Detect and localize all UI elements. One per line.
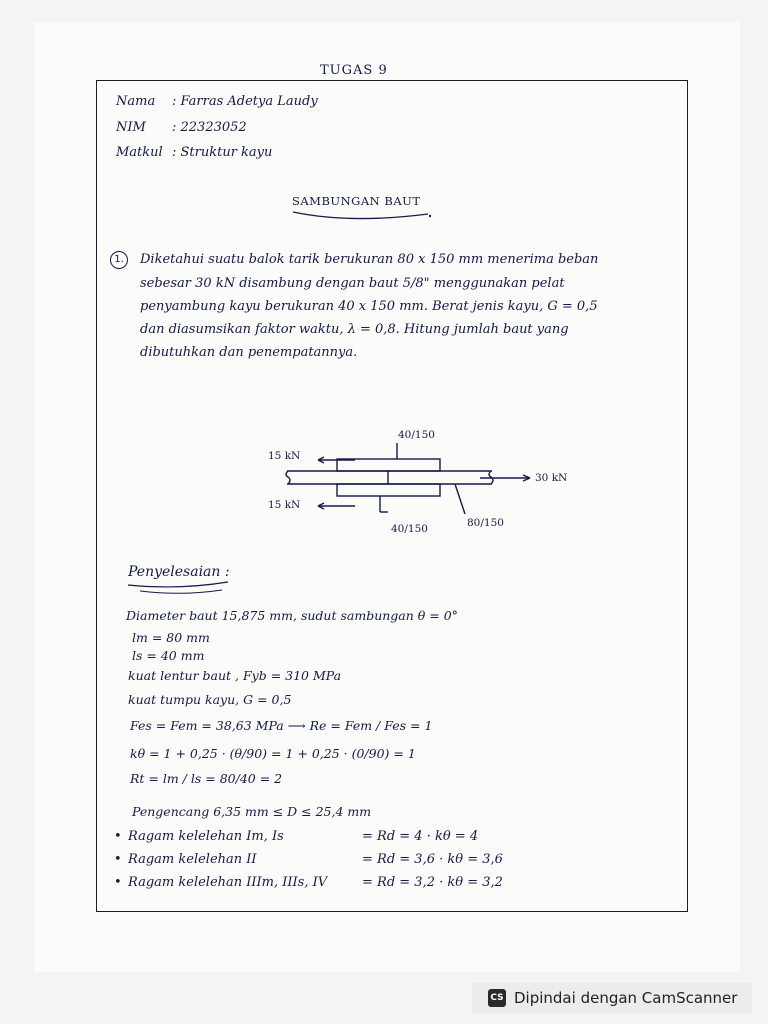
problem-number: 1. [110, 251, 128, 269]
camscanner-text: Dipindai dengan CamScanner [514, 989, 738, 1007]
section-title: SAMBUNGAN BAUT [292, 194, 421, 208]
bullet-dot: • [114, 875, 122, 890]
connection-diagram [286, 443, 530, 514]
solution-line: Rt = lm / ls = 80/40 = 2 [130, 771, 283, 786]
problem-line: penyambung kayu berukuran 40 x 150 mm. Berat jenis kayu, G = 0,5 [140, 299, 598, 314]
bullet-formula: = Rd = 4 · kθ = 4 [362, 829, 479, 844]
problem-line: dan diasumsikan faktor waktu, λ = 0,8. Hitung jumlah baut yang [140, 322, 569, 337]
solution-line: kuat tumpu kayu, G = 0,5 [128, 692, 292, 707]
nama-value: : Farras Adetya Laudy [172, 94, 318, 109]
solution-line: Pengencang 6,35 mm ≤ D ≤ 25,4 mm [132, 804, 372, 819]
solution-line: ls = 40 mm [132, 648, 205, 663]
bullet-label: Ragam kelelehan IIIm, IIIs, IV [128, 875, 328, 890]
force-right-label: 30 kN [535, 472, 568, 484]
bullet-dot: • [114, 852, 122, 867]
solution-line: kuat lentur baut , Fyb = 310 MPa [128, 668, 342, 683]
problem-line: dibutuhkan dan penempatannya. [140, 345, 358, 360]
nim-label: NIM [116, 120, 146, 135]
solution-line: kθ = 1 + 0,25 · (θ/90) = 1 + 0,25 · (0/90) = 1 [130, 746, 416, 761]
bullet-formula: = Rd = 3,2 · kθ = 3,2 [362, 875, 503, 890]
nama-label: Nama [116, 94, 156, 109]
problem-line: Diketahui suatu balok tarik berukuran 80 x 150 mm menerima beban [140, 252, 599, 267]
nim-value: : 22323052 [172, 120, 247, 135]
bullet-label: Ragam kelelehan II [128, 852, 257, 867]
top-plate-label: 40/150 [398, 429, 435, 441]
solution-line: Fes = Fem = 38,63 MPa ⟶ Re = Fem / Fes = 1 [130, 718, 433, 733]
matkul-label: Matkul [116, 145, 163, 160]
solution-line: Diameter baut 15,875 mm, sudut sambungan θ = 0° [126, 608, 458, 623]
bullet-formula: = Rd = 3,6 · kθ = 3,6 [362, 852, 503, 867]
bottom-plate-label: 40/150 [391, 523, 428, 535]
force-bottom-left-label: 15 kN [268, 499, 301, 511]
bullet-label: Ragam kelelehan Im, Is [128, 829, 284, 844]
force-top-left-label: 15 kN [268, 450, 301, 462]
solution-line: lm = 80 mm [132, 630, 210, 645]
problem-line: sebesar 30 kN disambung dengan baut 5/8" menggunakan pelat [140, 276, 565, 291]
matkul-value: : Struktur kayu [172, 145, 273, 160]
main-member-label: 80/150 [467, 517, 504, 529]
solution-heading: Penyelesaian : [128, 564, 230, 580]
camscanner-watermark [472, 983, 752, 1013]
bullet-dot: • [114, 829, 122, 844]
page-title: TUGAS 9 [320, 63, 388, 78]
camscanner-logo-icon: CS [488, 989, 506, 1007]
